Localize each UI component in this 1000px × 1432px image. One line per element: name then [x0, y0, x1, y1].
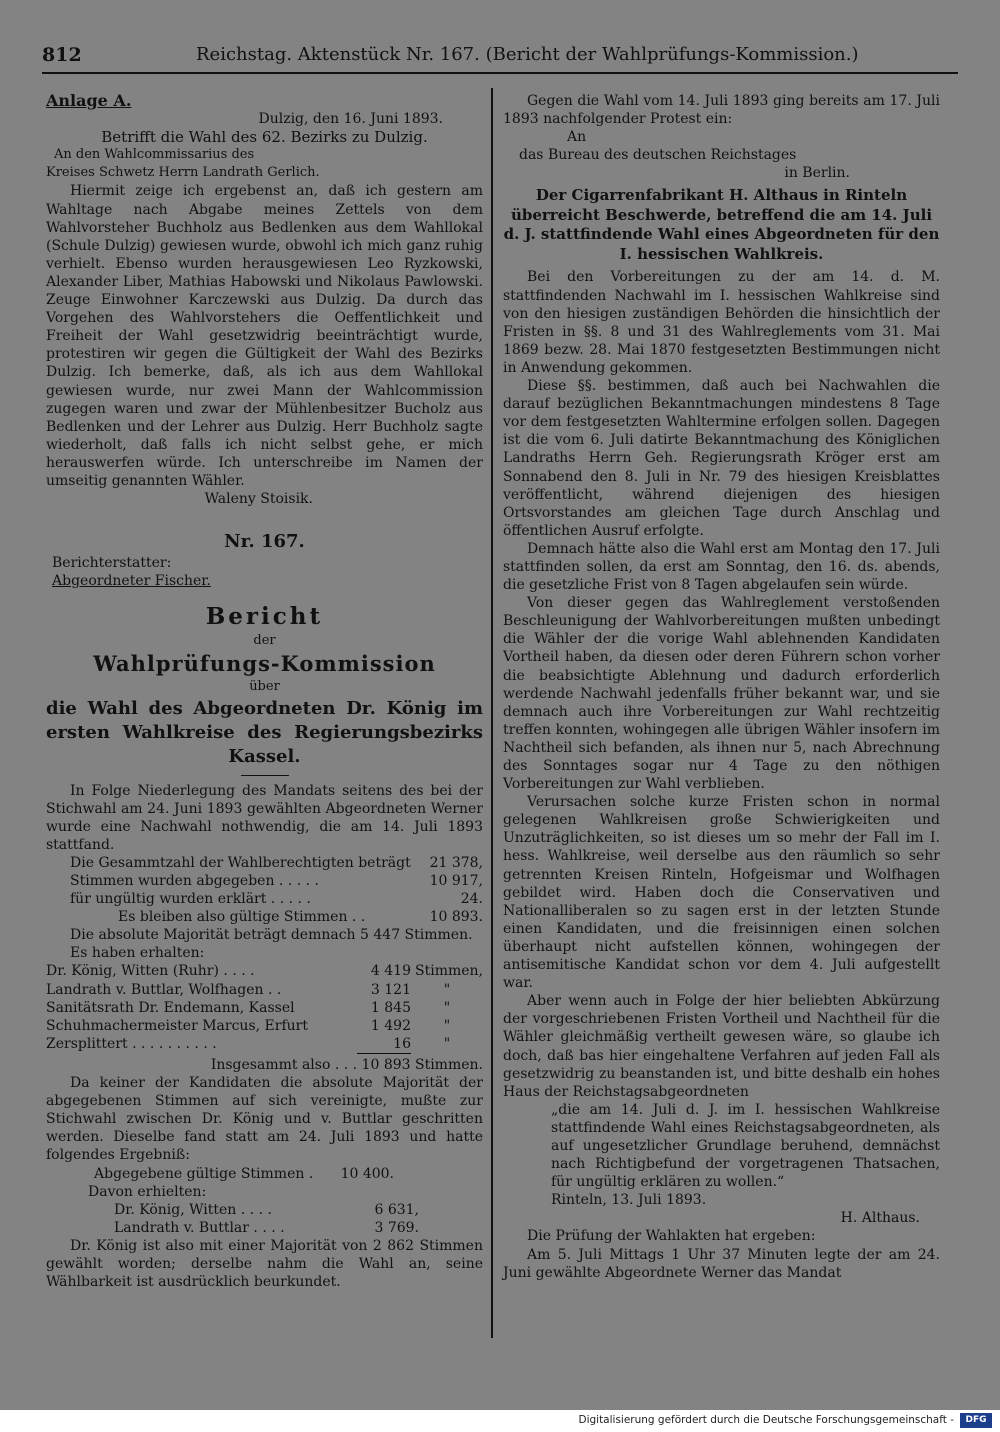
protest-para-4: Von dieser gegen das Wahlreglement verstoßenden Beschleunigung der Wahlvorbereitungen mußten unbedingt die Wähler der die vorige Wahl ablehnenden Kandidaten Vortheil haben, da diesen oder deren Führern schon vorher die beabsichtigte Ablehnung und dadurch erforderlich werdende Nachwahl jedenfalls früher bekannt war, und sie demnach auch ihre Vorbereitungen zur Wahl rechtzeitig treffen konnten, wohingegen alle übrigen Wähler insofern im Nachtheil sich befanden, als ihnen nur 5, nach Abrechnung des Sonntages sogar nur 4 Tage zu den nöthigen Vorbereitungen zur Wahl verblieben.	[503, 595, 940, 793]
report-title: Bericht	[205, 603, 324, 631]
conclusion-paragraph: Dr. König ist also mit einer Majorität von 2 862 Stimmen gewählt worden; derselbe nahm die Wahl an, seine Wählbarkeit ist ausdrücklich beurkundet.	[46, 1237, 483, 1291]
letter-date: Dulzig, den 16. Juni 1893.	[258, 111, 443, 128]
candidate-name: Sanitätsrath Dr. Endemann, Kassel	[46, 999, 295, 1016]
table-row	[46, 1017, 483, 1035]
protest-para-5: Verursachen solche kurze Fristen schon in normal gelegenen Wahlkreisen große Schwierigkeiten und Unzuträglichkeiten, so ist dieses um so mehr der Fall im I. hess. Wahlkreise, weil derselbe aus den räumlich so sehr getrennten Kreisen Rinteln, Hofgeismar und Wolfhagen gebildet wird. Haben doch die Conservativen und Nationalliberalen so zu sagen erst in der letzten Stunde einen Kandidaten, und die freisinnigen einen solchen überhaupt nicht aufstellen können, wohingegen der antisemitische Kandidat schon vor dem 4. Juli aufgestellt war.	[503, 794, 940, 992]
votes-unit: Stimmen,	[415, 963, 483, 980]
runoff-table	[114, 1201, 419, 1237]
footer-text: Digitalisierung gefördert durch die Deutsche Forschungsgemeinschaft -	[578, 1414, 954, 1426]
table-row	[46, 981, 483, 999]
reporter-label: Berichterstatter:	[52, 555, 172, 572]
dfg-logo: DFG	[960, 1413, 992, 1428]
majority-line: Die absolute Majorität beträgt demnach 5 447 Stimmen.	[70, 927, 473, 944]
runoff-votes: 6 631,	[374, 1201, 419, 1218]
candidate-votes: 3 121	[370, 981, 411, 998]
report-subject: die Wahl des Abgeordneten Dr. König im ersten Wahlkreise des Regierungsbezirks Kassel.	[46, 697, 483, 767]
votes-unit: "	[443, 1017, 451, 1034]
intro-paragraph: In Folge Niederlegung des Mandats seitens des bei der Stichwahl am 24. Juni 1893 gewählten Abgeordneten Werner wurde eine Nachwahl nothwendig, die am 14. Juli 1893 stattfand.	[46, 782, 483, 853]
runoff-candidate: Dr. König, Witten . . . .	[114, 1201, 272, 1218]
stat-value: 10 917,	[429, 873, 483, 889]
commission-name: Wahlprüfungs-Kommission	[93, 651, 436, 677]
runoff-votes: 3 769.	[374, 1219, 419, 1236]
candidate-name: Landrath v. Buttlar, Wolfhagen . .	[46, 981, 282, 998]
stats-table	[70, 854, 483, 908]
report-der: der	[253, 633, 276, 649]
table-row	[70, 854, 483, 872]
page-number: 812	[42, 44, 82, 66]
protest-intro: Gegen die Wahl vom 14. Juli 1893 ging bereits am 17. Juli 1893 nachfolgender Protest ein:	[503, 93, 940, 128]
candidate-name: Dr. König, Witten (Ruhr) . . . .	[46, 963, 255, 980]
runoff-received: Davon erhielten:	[88, 1183, 207, 1200]
running-title: Reichstag. Aktenstück Nr. 167. (Bericht der Wahlprüfungs-Kommission.)	[196, 44, 859, 65]
votes-unit: "	[443, 981, 451, 998]
protest-place-date: Rinteln, 13. Juli 1893.	[551, 1192, 707, 1209]
protest-bureau: das Bureau des deutschen Reichstages	[519, 147, 797, 164]
table-row	[70, 890, 483, 908]
table-row	[94, 1165, 394, 1183]
protest-quote: „die am 14. Juli d. J. im I. hessischen Wahlkreise stattfindende Wahl eines Reichstagsabgeordneten, als auf ungesetzlicher Grundlage beruhend, demnächst nach Richtigbefund der vorgetragenen Thatsachen, für ungültig erklären zu wollen.“	[551, 1101, 940, 1191]
anlage-label: Anlage A.	[46, 91, 132, 110]
results-table	[46, 962, 483, 1053]
final-paragraph: Am 5. Juli Mittags 1 Uhr 37 Minuten legte der am 24. Juni gewählte Abgeordnete Werner das Mandat	[503, 1246, 940, 1281]
header-rule	[42, 72, 958, 74]
votes-unit: "	[443, 1035, 451, 1052]
runoff-candidate: Landrath v. Buttlar . . . .	[114, 1219, 285, 1236]
runoff-valid-table	[94, 1165, 394, 1183]
stat-value: 21 378,	[429, 854, 483, 871]
stichwahl-paragraph: Da keiner der Kandidaten die absolute Majorität der abgegebenen Stimmen auf sich vereinigte, mußte zur Stichwahl zwischen Dr. König und v. Buttlar geschritten werden. Dieselbe fand statt am 24. Juli 1893 und hatte folgendes Ergebniß:	[46, 1075, 483, 1164]
candidate-votes: 1 492	[370, 1017, 411, 1034]
stat-label: Die Gesammtzahl der Wahlberechtigten beträgt	[70, 854, 411, 871]
table-row	[114, 1219, 419, 1237]
valid-votes-table	[118, 908, 483, 926]
table-row	[46, 962, 483, 980]
stat-value: 24.	[460, 891, 483, 908]
protest-an: An	[567, 129, 587, 146]
table-row	[70, 872, 483, 890]
document-number: Nr. 167.	[224, 531, 305, 553]
section-rule	[241, 775, 289, 776]
table-row	[114, 1201, 419, 1219]
protest-para-6: Aber wenn auch in Folge der hier beliebten Abkürzung der vorgeschriebenen Fristen Vortheil und Nachtheil für die Wähler gleichmäßig vertheilt gewesen wäre, so glaube ich doch, daß bas hier eingehaltene Verfahren auf jeden Fall als gesetzwidrig zu beanstanden ist, und bitte deshalb ein hohes Haus der Reichstagsabgeordneten	[503, 993, 940, 1100]
stat-label: Stimmen wurden abgegeben . . . . .	[70, 873, 319, 889]
received-label: Es haben erhalten:	[70, 945, 205, 962]
letter-subject: Betrifft die Wahl des 62. Bezirks zu Dulzig.	[101, 128, 428, 147]
left-column	[46, 92, 483, 1291]
valid-votes-label: Es bleiben also gültige Stimmen . .	[118, 909, 366, 926]
letter-body: Hiermit zeige ich ergebenst an, daß ich gestern am Wahltage nach Abgabe meines Zettels von dem Wahlvorsteher Buchholz aus Bedlenken aus dem Wahllokal (Schule Dulzig) gewiesen wurde, obwohl ich mich ganz ruhig verhielt. Ebenso wurden herausgewiesen Leo Ryzkowski, Alexander Liber, Mathias Habowski und Nikolaus Pawlowski. Zeuge Einwohner Karczewski aus Dulzig. Da durch das Vorgehen des Wahlvorstehers die Oeffentlichkeit und Freiheit der Wahl gesetzwidrig beeinträchtigt wurde, protestiren wir gegen die Gültigkeit der Wahl des Bezirks Dulzig. Ich bemerke, daß, als ich aus dem Wahllokal gewiesen wurde, nur zwei Mann der Wahlcommission zugegen waren und zwar der Mühlenbesitzer Bucholz aus Bedlenken und der Lehrer aus Dulzig. Herr Buchholz sagte wiederholt, daß falls ich nicht selbst gehe, er mich herauswerfen würde. Ich unterschreibe im Namen der umseitig genannten Wähler.	[46, 183, 483, 489]
protest-para-1: Bei den Vorbereitungen zu der am 14. d. M. stattfindenden Nachwahl im I. hessischen Wahlkreise sind von den hiesigen zuständigen Behörden die hinsichtlich der Fristen in §§. 8 und 31 des Wahlreglements vom 31. Mai 1869 bezw. 28. Mai 1870 festgesetzten Bestimmungen nicht in Anwendung gekommen.	[503, 269, 940, 376]
protest-heading: Der Cigarrenfabrikant H. Althaus in Rinteln überreicht Beschwerde, betreffend die am 14. Juli d. J. stattfindende Wahl eines Abgeordneten für den I. hessischen Wahlkreis.	[503, 186, 940, 263]
runoff-valid-label: Abgegebene gültige Stimmen .	[94, 1165, 314, 1182]
addressee-line-1: An den Wahlcommissarius des	[54, 147, 255, 163]
pruefung-line: Die Prüfung der Wahlakten hat ergeben:	[527, 1228, 816, 1245]
right-column	[503, 92, 940, 1282]
candidate-votes: 1 845	[370, 999, 411, 1016]
table-row	[46, 999, 483, 1017]
reporter-name: Abgeordneter Fischer.	[52, 573, 211, 590]
report-ueber: über	[249, 679, 280, 695]
protest-signature: H. Althaus.	[840, 1210, 920, 1227]
column-divider	[491, 88, 493, 1338]
letter-signature: Waleny Stoisik.	[204, 491, 313, 508]
total-line: Insgesammt also . . . 10 893 Stimmen.	[210, 1056, 483, 1073]
candidate-votes: 4 419	[370, 963, 411, 980]
protest-berlin: in Berlin.	[784, 165, 850, 182]
votes-unit: "	[443, 999, 451, 1016]
valid-votes-value: 10 893.	[429, 909, 483, 926]
candidate-votes: 16	[357, 1035, 411, 1054]
addressee-line-2: Kreises Schwetz Herrn Landrath Gerlich.	[46, 165, 320, 181]
table-row	[46, 1035, 483, 1054]
protest-para-2: Diese §§. bestimmen, daß auch bei Nachwahlen die darauf bezüglichen Bekanntmachungen mindestens 8 Tage vor dem festgesetzten Wahltermine erfolgen sollen. Dagegen ist die vom 6. Juli datirte Bekanntmachung des Königlichen Landraths Herrn Geh. Regierungsrath Kröger erst am Sonnabend den 8. Juli in Nr. 79 des hiesigen Kreisblattes veröffentlicht, während diejenigen des hiesigen Ortsvorstandes am gleichen Tage durch Anschlag und öffentlichen Ausruf erfolgte.	[503, 378, 940, 539]
candidate-name: Schuhmachermeister Marcus, Erfurt	[46, 1017, 308, 1034]
digitization-footer	[0, 1410, 1000, 1432]
candidate-name: Zersplittert . . . . . . . . . .	[46, 1035, 217, 1052]
stat-label: für ungültig wurden erklärt . . . . .	[70, 891, 311, 908]
table-row	[118, 908, 483, 926]
runoff-valid-value: 10 400.	[340, 1165, 394, 1182]
protest-para-3: Demnach hätte also die Wahl erst am Montag den 17. Juli stattfinden sollen, da erst am Sonntag, den 16. ds. abends, die gesetzliche Frist von 8 Tagen abgelaufen sein würde.	[503, 540, 940, 594]
page-header	[42, 44, 958, 70]
